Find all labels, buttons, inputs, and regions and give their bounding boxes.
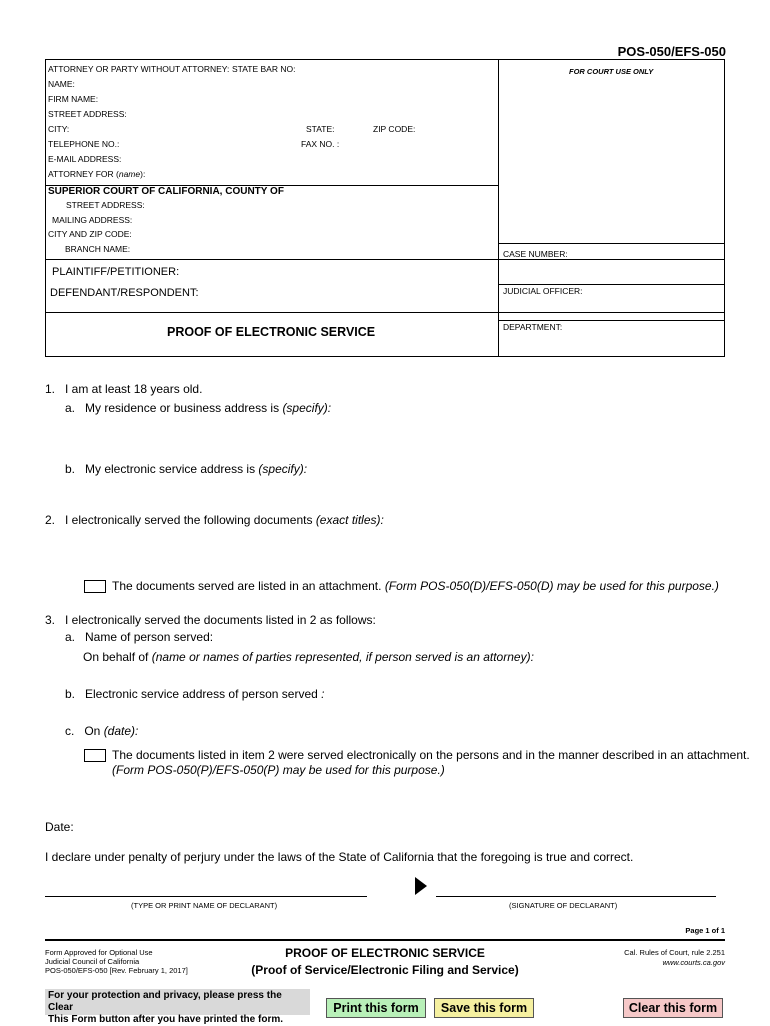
item-3c-attachment-line2: (Form POS-050(P)/EFS-050(P) may be used for this purpose.) [112, 763, 445, 777]
item-1: 1. I am at least 18 years old. [45, 382, 203, 396]
attachment-checkbox-item-2[interactable] [84, 580, 106, 593]
defendant-label: DEFENDANT/RESPONDENT: [50, 287, 199, 299]
attorney-label: ATTORNEY OR PARTY WITHOUT ATTORNEY: [48, 64, 230, 74]
item-3c: c. On (date): [65, 724, 139, 738]
privacy-line-2: This Form button after you have printed the form. [48, 1014, 284, 1025]
date-label: Date: [45, 820, 74, 834]
item-3c-attachment-line1: The documents listed in item 2 were served electronically on the persons and in the manner described in an attachment. [112, 748, 750, 762]
print-form-button[interactable]: Print this form [326, 998, 426, 1018]
print-name-caption: (TYPE OR PRINT NAME OF DECLARANT) [131, 901, 278, 910]
judicial-officer-label: JUDICIAL OFFICER: [503, 286, 583, 296]
approved-line-2: Judicial Council of California [45, 957, 140, 966]
firm-name-label: FIRM NAME: [48, 94, 99, 104]
mailing-address-label: MAILING ADDRESS: [52, 215, 133, 225]
case-number-label: CASE NUMBER: [503, 249, 568, 259]
footer-title-1: PROOF OF ELECTRONIC SERVICE [285, 946, 485, 960]
item-3a-on-behalf: On behalf of (name or names of parties represented, if person served is an attorney): [83, 650, 534, 664]
declaration-text: I declare under penalty of perjury under the laws of the State of California that the foregoing is true and correct. [45, 850, 634, 864]
street-address-label: STREET ADDRESS: [48, 109, 127, 119]
city-label: CITY: [48, 124, 70, 134]
item-3b: b. Electronic service address of person served : [65, 687, 325, 701]
for-court-use-label: FOR COURT USE ONLY [569, 67, 654, 76]
fax-label: FAX NO. : [301, 139, 340, 149]
form-id: POS-050/EFS-050 [617, 44, 726, 59]
item-3a: a. Name of person served: [65, 630, 214, 644]
city-zip-label: CITY AND ZIP CODE: [48, 229, 132, 239]
court-street-label: STREET ADDRESS: [66, 200, 145, 210]
item-1a: a. My residence or business address is (specify): [65, 401, 332, 415]
approved-line-3: POS-050/EFS-050 [Rev. February 1, 2017] [45, 966, 188, 975]
approved-line-1: Form Approved for Optional Use [45, 948, 153, 957]
privacy-line-1: For your protection and privacy, please press the Clear [48, 990, 282, 1013]
court-title: SUPERIOR COURT OF CALIFORNIA, COUNTY OF [48, 186, 284, 197]
website: www.courts.ca.gov [662, 958, 725, 967]
zip-label: ZIP CODE: [373, 124, 416, 134]
rules-of-court: Cal. Rules of Court, rule 2.251 [624, 948, 725, 957]
privacy-notice [45, 989, 310, 1025]
telephone-label: TELEPHONE NO.: [48, 139, 120, 149]
attorney-for-label: ATTORNEY FOR (name): [48, 169, 146, 179]
save-form-button[interactable]: Save this form [434, 998, 534, 1018]
signature-arrow-icon [415, 877, 427, 895]
department-label: DEPARTMENT: [503, 322, 563, 332]
caption-box [45, 59, 725, 357]
document-title: PROOF OF ELECTRONIC SERVICE [167, 325, 376, 339]
item-2: 2. I electronically served the following documents (exact titles): [45, 513, 384, 527]
item-3: 3. I electronically served the documents listed in 2 as follows: [45, 613, 376, 627]
item-1b: b. My electronic service address is (specify): [65, 462, 308, 476]
state-label: STATE: [306, 124, 335, 134]
branch-name-label: BRANCH NAME: [65, 244, 131, 254]
state-bar-label: STATE BAR NO: [232, 64, 296, 74]
plaintiff-label: PLAINTIFF/PETITIONER: [52, 266, 180, 278]
item-2-attachment-text: The documents served are listed in an attachment. (Form POS-050(D)/EFS-050(D) may be used for this purpose.) [112, 579, 719, 593]
footer-title-2: (Proof of Service/Electronic Filing and Service) [251, 963, 519, 977]
attachment-checkbox-item-3c[interactable] [84, 749, 106, 762]
name-label: NAME: [48, 79, 75, 89]
page-number: Page 1 of 1 [685, 926, 725, 935]
clear-form-button[interactable]: Clear this form [623, 998, 723, 1018]
signature-caption: (SIGNATURE OF DECLARANT) [509, 901, 618, 910]
email-label: E-MAIL ADDRESS: [48, 154, 122, 164]
